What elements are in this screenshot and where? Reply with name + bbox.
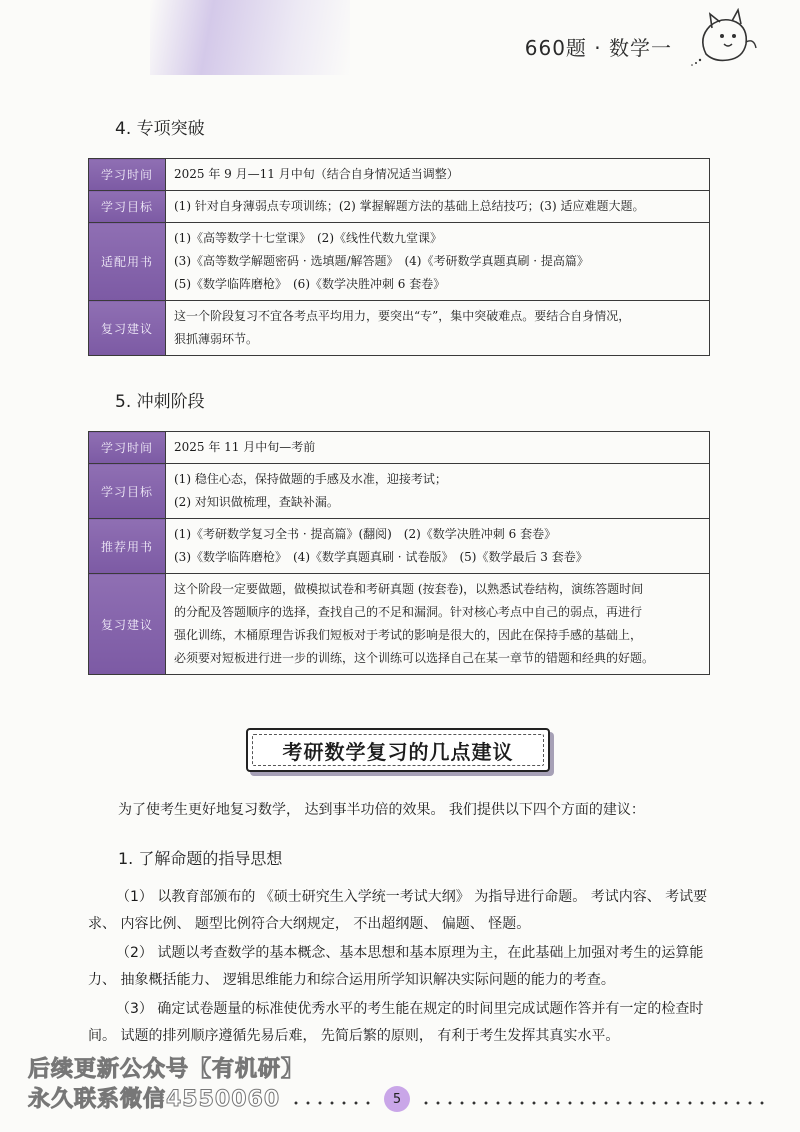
table-row: [89, 223, 710, 301]
row-label: 学习目标: [89, 464, 166, 519]
value-line: (1) 针对自身薄弱点专项训练；(2) 掌握解题方法的基础上总结技巧；(3) 适应难题大题。: [174, 199, 645, 213]
table-row: [89, 574, 710, 675]
section-5-heading: 5. 冲刺阶段: [115, 392, 205, 412]
value-line: 强化训练，木桶原理告诉我们短板对于考试的影响是很大的，因此在保持手感的基础上，: [174, 628, 643, 642]
section-banner: [246, 728, 550, 772]
row-value: [166, 301, 710, 356]
row-label: 学习时间: [89, 159, 166, 191]
footer-dots-left: [290, 1101, 376, 1105]
value-line: (1) 稳住心态，保持做题的手感及水准，迎接考试；: [174, 472, 447, 486]
point-1-heading: 1. 了解命题的指导思想: [118, 849, 283, 868]
row-value: [166, 432, 710, 464]
watermark-line-2: 永久联系微信4550060: [28, 1087, 281, 1112]
value-line: (1)《考研数学复习全书 · 提高篇》(翻阅) (2)《数学决胜冲刺 6 套卷》: [174, 527, 557, 541]
value-line: (2) 对知识做梳理，查缺补漏。: [174, 495, 339, 509]
table-row: [89, 519, 710, 574]
banner-title: 考研数学复习的几点建议: [282, 739, 514, 764]
intro-paragraph: 为了使考生更好地复习数学， 达到事半功倍的效果。 我们提供以下四个方面的建议：: [118, 802, 645, 818]
value-line: 这一个阶段复习不宜各考点平均用力，要突出“专”，集中突破难点。要结合自身情况，: [174, 309, 631, 323]
value-line: (3)《数学临阵磨枪》 (4)《数学真题真刷 · 试卷版》 (5)《数学最后 3 套卷》: [174, 550, 588, 564]
value-line: 狠抓薄弱环节。: [174, 332, 259, 346]
value-line: 2025 年 11 月中旬—考前: [174, 440, 316, 454]
section-4-table: [88, 158, 710, 356]
table-row: [89, 159, 710, 191]
watermark-line-1: 后续更新公众号【有机研】: [28, 1057, 305, 1082]
row-label: 推荐用书: [89, 519, 166, 574]
value-line: 这个阶段一定要做题，做模拟试卷和考研真题 (按套卷)，以熟悉试卷结构，演练答题时间: [174, 582, 644, 596]
value-line: (1)《高等数学十七堂课》 (2)《线性代数九堂课》: [174, 231, 442, 245]
table-row: [89, 432, 710, 464]
row-value: [166, 464, 710, 519]
row-label: 复习建议: [89, 574, 166, 675]
row-value: [166, 574, 710, 675]
value-line: 的分配及答题顺序的选择，查找自己的不足和漏洞。针对核心考点中自己的弱点，再进行: [174, 605, 643, 619]
row-label: 学习时间: [89, 432, 166, 464]
section-4-heading: 4. 专项突破: [115, 119, 205, 139]
row-value: [166, 159, 710, 191]
point-1-paragraph-2: （2） 试题以考查数学的基本概念、基本思想和基本原理为主，在此基础上加强对考生的运算能力、 抽象概括能力、 逻辑思维能力和综合运用所学知识解决实际问题的能力的考查。: [88, 945, 704, 988]
table-row: [89, 191, 710, 223]
row-value: [166, 191, 710, 223]
row-value: [166, 223, 710, 301]
table-row: [89, 301, 710, 356]
table-row: [89, 464, 710, 519]
row-label: 适配用书: [89, 223, 166, 301]
section-5-table: [88, 431, 710, 675]
row-label: 复习建议: [89, 301, 166, 356]
value-line: (3)《高等数学解题密码 · 选填题/解答题》 (4)《考研数学真题真刷 · 提高篇》: [174, 254, 589, 268]
footer-dots-right: [420, 1101, 770, 1105]
page-number: 5: [384, 1086, 410, 1112]
point-1-paragraph-3: （3） 确定试卷题量的标准使优秀水平的考生能在规定的时间里完成试题作答并有一定的检查时间。 试题的排列顺序遵循先易后难， 先简后繁的原则， 有利于考生发挥其真实水平。: [88, 1001, 704, 1044]
header-decoration: [150, 0, 350, 75]
row-label: 学习目标: [89, 191, 166, 223]
row-value: [166, 519, 710, 574]
value-line: (5)《数学临阵磨枪》 (6)《数学决胜冲刺 6 套卷》: [174, 277, 446, 291]
value-line: 必须要对短板进行进一步的训练，这个训练可以选择自己在某一章节的错题和经典的好题。: [174, 651, 655, 665]
header-title: 660题 · 数学一: [524, 36, 672, 60]
cartoon-cat-icon: [688, 8, 758, 68]
value-line: 2025 年 9 月—11 月中旬（结合自身情况适当调整）: [174, 167, 459, 181]
point-1-paragraph-1: （1） 以教育部颁布的 《硕士研究生入学统一考试大纲》 为指导进行命题。 考试内容、 考试要求、 内容比例、 题型比例符合大纲规定， 不出超纲题、 偏题、 怪题。: [88, 889, 708, 932]
